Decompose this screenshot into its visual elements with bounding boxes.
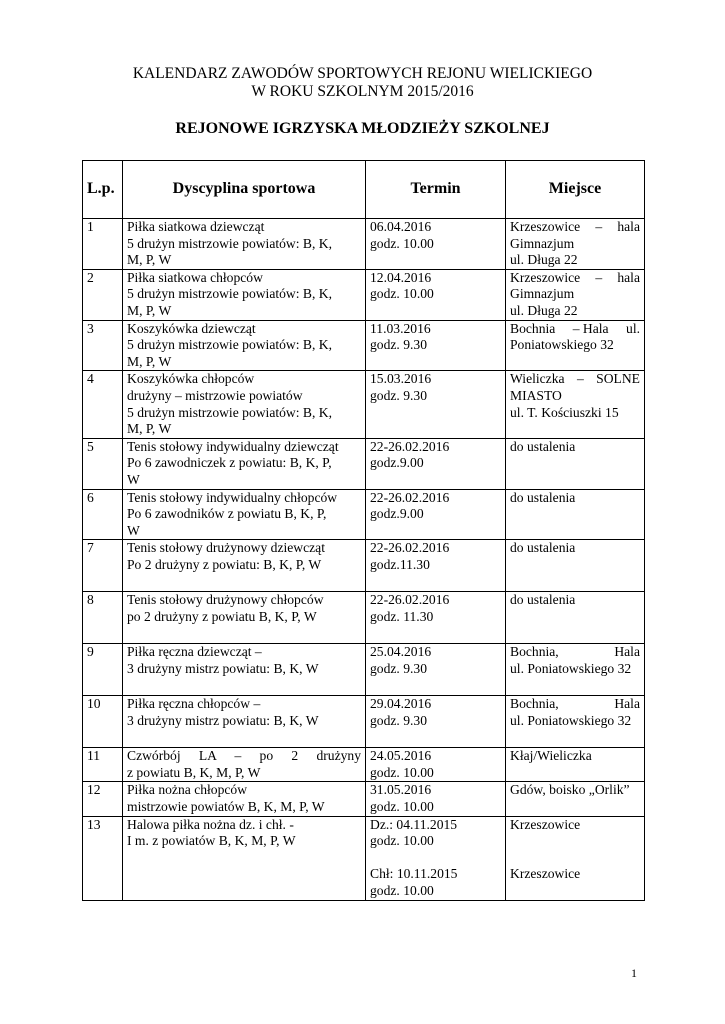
cell-lp: 4 xyxy=(83,371,123,438)
discipline-line: Koszykówka dziewcząt xyxy=(127,320,256,336)
table-row xyxy=(83,489,645,540)
cell-discipline xyxy=(123,782,366,816)
discipline-line: Piłka siatkowa chłopców xyxy=(127,269,263,285)
column-header-place: Miejsce xyxy=(506,161,645,219)
table-row xyxy=(83,592,645,644)
place-line: Gdów, boisko „Orlik” xyxy=(510,782,630,798)
cell-discipline xyxy=(123,438,366,489)
time-line: godz. 9.30 xyxy=(370,387,428,403)
document-subtitle: REJONOWE IGRZYSKA MŁODZIEŻY SZKOLNEJ xyxy=(175,120,550,137)
table-row xyxy=(83,748,645,782)
discipline-line: 3 drużyny mistrz powiatu: B, K, W xyxy=(127,660,319,676)
date-line: 22-26.02.2016 xyxy=(370,489,450,505)
page-number: 1 xyxy=(631,966,637,980)
time-line: godz.9.00 xyxy=(370,506,424,522)
time-line: godz. 10.00 xyxy=(370,764,434,780)
cell-discipline xyxy=(123,371,366,438)
place-word: Bochnia, xyxy=(510,644,559,660)
time-line: godz. 9.30 xyxy=(370,712,428,728)
discipline-line: M, P, W xyxy=(127,252,172,268)
cell-lp: 3 xyxy=(83,320,123,371)
place-line: ul. Poniatowskiego 32 xyxy=(510,660,632,676)
cell-place xyxy=(506,816,645,900)
cell-discipline xyxy=(123,816,366,900)
discipline-line: po 2 drużyny z powiatu B, K, P, W xyxy=(127,608,317,624)
cell-place xyxy=(506,748,645,782)
place-line: ul. Długa 22 xyxy=(510,252,578,268)
discipline-line: Koszykówka chłopców xyxy=(127,371,255,387)
discipline-line: Piłka ręczna chłopców – xyxy=(127,696,261,712)
discipline-line: Piłka siatkowa dziewcząt xyxy=(127,219,265,234)
place-word: SOLNE xyxy=(596,371,640,387)
cell-lp: 10 xyxy=(83,696,123,748)
discipline-line: Po 2 drużyny z powiatu: B, K, P, W xyxy=(127,556,322,572)
table-header-row xyxy=(83,161,645,219)
discipline-line: 5 drużyn mistrzowie powiatów: B, K, xyxy=(127,337,333,353)
discipline-line: Po 6 zawodniczek z powiatu: B, K, P, xyxy=(127,455,332,471)
table-row xyxy=(83,371,645,438)
place-line: Krzeszowice xyxy=(510,816,581,832)
cell-date xyxy=(366,320,506,371)
cell-lp: 8 xyxy=(83,592,123,644)
cell-lp: 12 xyxy=(83,782,123,816)
place-word: Krzeszowice xyxy=(510,269,581,285)
time-line: godz. 10.00 xyxy=(370,833,434,849)
date-line: 11.03.2016 xyxy=(370,320,431,336)
place-word: – Hala xyxy=(572,320,609,336)
place-word: hala xyxy=(617,219,640,234)
table-row xyxy=(83,320,645,371)
place-word: Bochnia xyxy=(510,320,556,336)
cell-place xyxy=(506,540,645,592)
cell-date xyxy=(366,782,506,816)
discipline-line: Tenis stołowy indywidualny chłopców xyxy=(127,489,338,505)
date-line: 12.04.2016 xyxy=(370,269,432,285)
cell-discipline xyxy=(123,592,366,644)
discipline-line: Tenis stołowy indywidualny dziewcząt xyxy=(127,438,339,454)
cell-lp: 13 xyxy=(83,816,123,900)
cell-place xyxy=(506,269,645,320)
discipline-line: 3 drużyny mistrz powiatu: B, K, W xyxy=(127,712,319,728)
cell-place xyxy=(506,320,645,371)
place-word: – xyxy=(595,269,603,285)
discipline-line: M, P, W xyxy=(127,421,172,437)
place-line xyxy=(510,696,640,713)
date-line: 15.03.2016 xyxy=(370,371,432,387)
cell-date xyxy=(366,540,506,592)
cell-date xyxy=(366,269,506,320)
cell-date xyxy=(366,438,506,489)
cell-discipline xyxy=(123,320,366,371)
place-line: MIASTO xyxy=(510,387,562,403)
time-line: godz. 10.00 xyxy=(370,286,434,302)
place-line: do ustalenia xyxy=(510,592,576,608)
place-line: Gimnazjum xyxy=(510,235,575,251)
document-title-line-1: KALENDARZ ZAWODÓW SPORTOWYCH REJONU WIELICKIEGO xyxy=(132,65,593,82)
place-line: Krzeszowice xyxy=(510,866,581,882)
place-line xyxy=(510,371,640,388)
table-row xyxy=(83,696,645,748)
cell-lp: 5 xyxy=(83,438,123,489)
place-line: ul. Poniatowskiego 32 xyxy=(510,712,632,728)
cell-date xyxy=(366,592,506,644)
document-title-line-2: W ROKU SZKOLNYM 2015/2016 xyxy=(251,83,474,100)
discipline-line: 5 drużyn mistrzowie powiatów: B, K, xyxy=(127,404,333,420)
time-line: godz.9.00 xyxy=(370,455,424,471)
discipline-line: 5 drużyn mistrzowie powiatów: B, K, xyxy=(127,286,333,302)
cell-discipline xyxy=(123,696,366,748)
place-word: Hala xyxy=(614,696,640,712)
date-line: 22-26.02.2016 xyxy=(370,438,450,454)
place-word: ul. xyxy=(626,320,640,336)
cell-discipline xyxy=(123,489,366,540)
place-line: Kłaj/Wieliczka xyxy=(510,748,592,764)
cell-place xyxy=(506,782,645,816)
place-line: do ustalenia xyxy=(510,540,576,556)
cell-lp: 11 xyxy=(83,748,123,782)
column-header-date: Termin xyxy=(366,161,506,219)
discipline-line: Piłka nożna chłopców xyxy=(127,782,248,798)
table-row xyxy=(83,438,645,489)
cell-date xyxy=(366,371,506,438)
place-line xyxy=(510,219,640,236)
place-word: Krzeszowice xyxy=(510,219,581,234)
discipline-line: Halowa piłka nożna dz. i chł. - xyxy=(127,816,294,832)
column-header-discipline: Dyscyplina sportowa xyxy=(123,161,366,219)
discipline-line: Tenis stołowy drużynowy chłopców xyxy=(127,592,324,608)
date-line: 06.04.2016 xyxy=(370,219,432,234)
cell-place xyxy=(506,438,645,489)
cell-lp: 2 xyxy=(83,269,123,320)
date-line: 25.04.2016 xyxy=(370,644,432,660)
time-line: godz. 11.30 xyxy=(370,608,434,624)
date-line: 22-26.02.2016 xyxy=(370,592,450,608)
discipline-line: M, P, W xyxy=(127,353,172,369)
cell-date xyxy=(366,489,506,540)
discipline-line: M, P, W xyxy=(127,302,172,318)
time-line: godz. 9.30 xyxy=(370,660,428,676)
place-word: Wieliczka xyxy=(510,371,565,387)
place-word: – xyxy=(576,371,584,387)
discipline-line: mistrzowie powiatów B, K, M, P, W xyxy=(127,799,325,815)
table-row xyxy=(83,540,645,592)
date-line: Chł: 10.11.2015 xyxy=(370,866,458,882)
discipline-line: Tenis stołowy drużynowy dziewcząt xyxy=(127,540,325,556)
table-row xyxy=(83,644,645,696)
place-word: Bochnia, xyxy=(510,696,559,712)
column-header-lp: L.p. xyxy=(83,161,123,219)
cell-discipline xyxy=(123,269,366,320)
cell-place xyxy=(506,592,645,644)
discipline-line: W xyxy=(127,471,140,487)
date-line: 22-26.02.2016 xyxy=(370,540,450,556)
time-line: godz. 9.30 xyxy=(370,337,428,353)
discipline-line: Piłka ręczna dziewcząt – xyxy=(127,644,262,660)
cell-discipline xyxy=(123,748,366,782)
cell-date xyxy=(366,644,506,696)
table-row xyxy=(83,269,645,320)
place-line xyxy=(510,644,640,661)
discipline-line: I m. z powiatów B, K, M, P, W xyxy=(127,833,296,849)
cell-lp: 6 xyxy=(83,489,123,540)
discipline-line: 5 drużyn mistrzowie powiatów: B, K, xyxy=(127,235,333,251)
cell-lp: 9 xyxy=(83,644,123,696)
date-line: 31.05.2016 xyxy=(370,782,432,798)
cell-place xyxy=(506,371,645,438)
competition-calendar-table xyxy=(82,160,645,901)
cell-date xyxy=(366,696,506,748)
cell-place xyxy=(506,644,645,696)
cell-place xyxy=(506,489,645,540)
time-line: godz. 10.00 xyxy=(370,235,434,251)
place-word: Hala xyxy=(614,644,640,660)
place-line: Gimnazjum xyxy=(510,286,575,302)
table-row xyxy=(83,816,645,900)
place-word: hala xyxy=(617,269,640,285)
cell-lp: 7 xyxy=(83,540,123,592)
cell-place xyxy=(506,219,645,270)
date-line: 29.04.2016 xyxy=(370,696,432,712)
discipline-line: z powiatu B, K, M, P, W xyxy=(127,764,261,780)
discipline-line: Czwórbój LA – po 2 drużyny xyxy=(127,748,361,764)
cell-discipline xyxy=(123,644,366,696)
cell-date xyxy=(366,219,506,270)
time-line: godz. 10.00 xyxy=(370,883,434,899)
date-line: 24.05.2016 xyxy=(370,748,432,764)
place-line xyxy=(510,321,640,338)
discipline-line: Po 6 zawodników z powiatu B, K, P, xyxy=(127,506,327,522)
discipline-line: W xyxy=(127,522,140,538)
time-line: godz. 10.00 xyxy=(370,799,434,815)
date-line: Dz.: 04.11.2015 xyxy=(370,816,458,832)
cell-date xyxy=(366,748,506,782)
place-line: Poniatowskiego 32 xyxy=(510,337,614,353)
place-line: ul. T. Kościuszki 15 xyxy=(510,404,619,420)
cell-date xyxy=(366,816,506,900)
place-line: do ustalenia xyxy=(510,489,576,505)
place-line: do ustalenia xyxy=(510,438,576,454)
cell-place xyxy=(506,696,645,748)
table-row xyxy=(83,782,645,816)
spacer xyxy=(370,850,501,867)
time-line: godz.11.30 xyxy=(370,556,430,572)
cell-discipline xyxy=(123,540,366,592)
place-line: ul. Długa 22 xyxy=(510,302,578,318)
cell-discipline xyxy=(123,219,366,270)
table-row xyxy=(83,219,645,270)
place-line xyxy=(510,270,640,287)
cell-lp: 1 xyxy=(83,219,123,270)
discipline-line: drużyny – mistrzowie powiatów xyxy=(127,387,303,403)
place-word: – xyxy=(595,219,603,234)
spacer xyxy=(510,833,640,866)
